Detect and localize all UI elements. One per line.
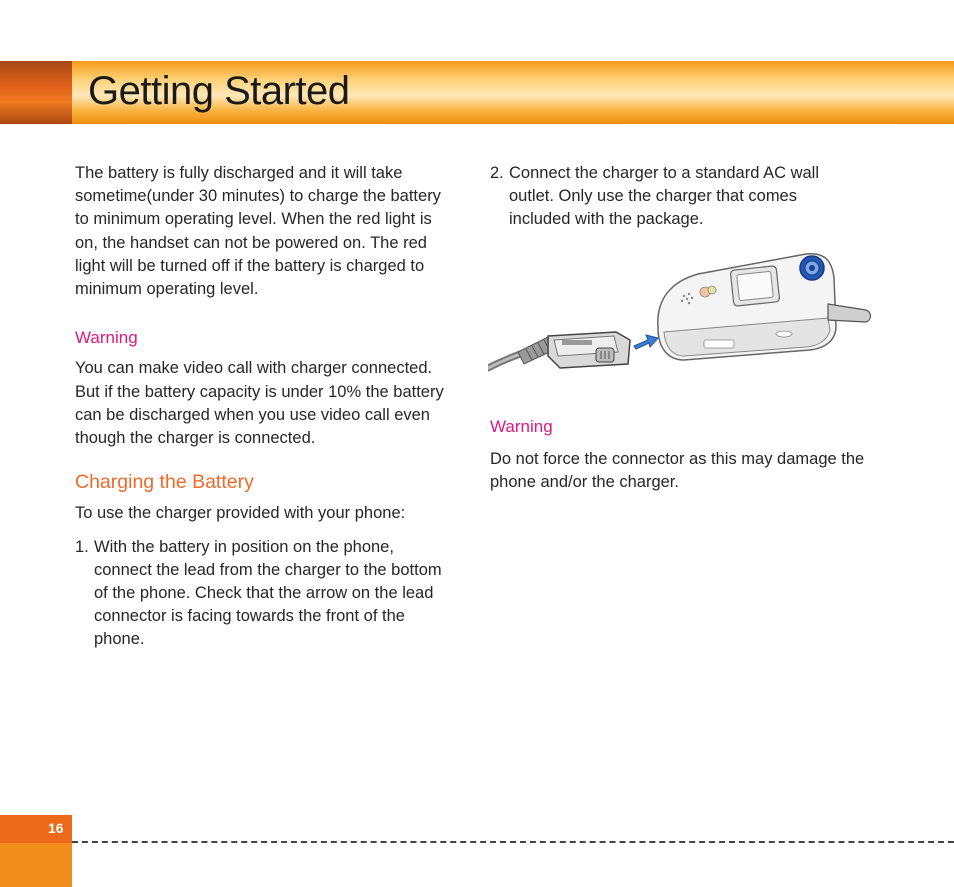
right-warning (490, 415, 875, 495)
step-1 (75, 536, 450, 652)
step-2-number: 2. (490, 164, 504, 182)
page-number: 16 (48, 820, 64, 836)
warning-text-line1: You can make video call with charger connected. (75, 359, 433, 378)
warning-text-2: Do not force the connector as this may damage the phone and/or the charger. (490, 450, 865, 492)
warning-text-line2: But if the battery capacity is under 10% the battery can be discharged when you use video call even though the charger is connected. (75, 382, 444, 448)
warning-heading: Warning (75, 328, 138, 348)
header-accent-block (0, 61, 72, 124)
step-1-number: 1. (75, 537, 89, 556)
right-column (490, 162, 875, 232)
left-column (75, 162, 450, 652)
section-heading: Charging the Battery (75, 471, 254, 494)
step-2-text: Connect the charger to a standard AC wall outlet. Only use the charger that comes included with the package. (509, 164, 820, 229)
footer-divider (72, 841, 954, 843)
warning-heading-2: Warning (490, 417, 553, 436)
intro-paragraph: The battery is fully discharged and it will take sometime(under 30 minutes) to charge the battery to minimum operating level. When the red light is on, the handset can not be powered on. The red light will be turned off if the battery is charged to minimum operating level. (75, 164, 441, 299)
phone-charger-illustration (488, 248, 872, 376)
page-title: Getting Started (88, 69, 350, 113)
section-intro: To use the charger provided with your phone: (75, 504, 406, 523)
step-2 (490, 162, 875, 232)
step-1-text: With the battery in position on the phone, connect the lead from the charger to the bottom of the phone. Check that the arrow on the lead connector is facing towards the front of the phone. (94, 537, 442, 649)
